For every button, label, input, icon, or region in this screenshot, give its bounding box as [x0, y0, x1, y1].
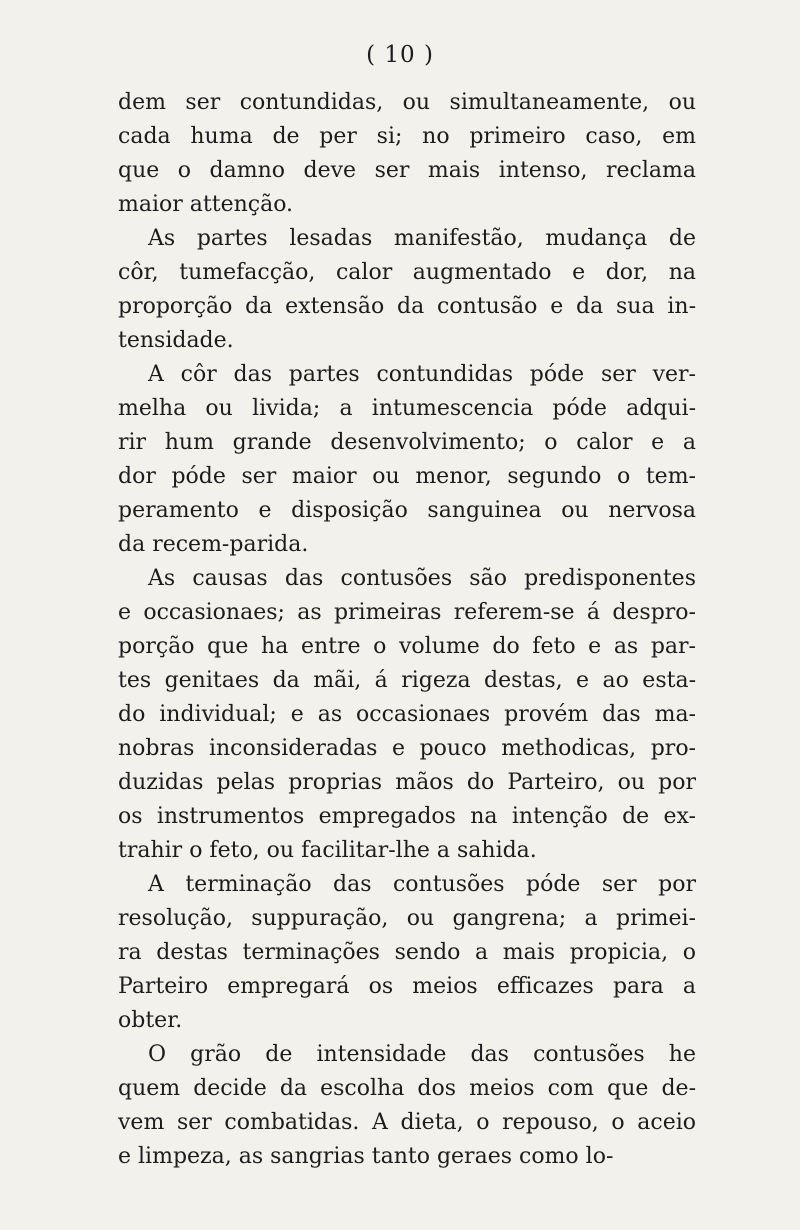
- text-line: dem ser contundidas, ou simultaneamente, ou: [118, 90, 696, 115]
- text-line: nobras inconsideradas e pouco methodicas, pro-: [118, 736, 696, 761]
- text-line: rir hum grande desenvolvimento; o calor e a: [118, 430, 696, 455]
- text-line: que o damno deve ser mais intenso, reclama: [118, 158, 696, 183]
- text-line: resolução, suppuração, ou gangrena; a primei-: [118, 906, 696, 931]
- text-line: da recem-parida.: [118, 532, 309, 557]
- text-line: quem decide da escolha dos meios com que de-: [118, 1076, 696, 1101]
- text-line: e limpeza, as sangrias tanto geraes como lo-: [118, 1144, 614, 1169]
- text-line: melha ou livida; a intumescencia póde adqui-: [118, 396, 696, 421]
- text-line: porção que ha entre o volume do feto e as par-: [118, 634, 696, 659]
- text-line: cada huma de per si; no primeiro caso, em: [118, 124, 696, 149]
- text-line: As causas das contusões são predisponentes: [148, 566, 696, 591]
- text-line: obter.: [118, 1008, 183, 1033]
- text-line: tes genitaes da mãi, á rigeza destas, e ao esta-: [118, 668, 696, 693]
- text-line: vem ser combatidas. A dieta, o repouso, o aceio: [118, 1110, 696, 1135]
- text-line: do individual; e as occasionaes provém das ma-: [118, 702, 696, 727]
- text-line: Parteiro empregará os meios efficazes para a: [118, 974, 696, 999]
- text-line: duzidas pelas proprias mãos do Parteiro, ou por: [118, 770, 696, 795]
- text-line: proporção da extensão da contusão e da sua in-: [118, 294, 696, 319]
- page-number: ( 10 ): [366, 42, 434, 68]
- text-line: A côr das partes contundidas póde ser ver-: [148, 362, 696, 387]
- text-line: e occasionaes; as primeiras referem-se á despro-: [118, 600, 696, 625]
- body-text: [118, 86, 696, 1174]
- text-line: trahir o feto, ou facilitar-lhe a sahida.: [118, 838, 537, 863]
- text-line: dor póde ser maior ou menor, segundo o tem-: [118, 464, 696, 489]
- text-line: O grão de intensidade das contusões he: [148, 1042, 696, 1067]
- text-line: A terminação das contusões póde ser por: [148, 872, 696, 897]
- text-line: maior attenção.: [118, 192, 294, 217]
- text-line: peramento e disposição sanguinea ou nervosa: [118, 498, 696, 523]
- text-line: côr, tumefacção, calor augmentado e dor, na: [118, 260, 696, 285]
- text-line: ra destas terminações sendo a mais propicia, o: [118, 940, 696, 965]
- text-line: As partes lesadas manifestão, mudança de: [148, 226, 696, 251]
- text-line: os instrumentos empregados na intenção de ex-: [118, 804, 696, 829]
- text-line: tensidade.: [118, 328, 234, 353]
